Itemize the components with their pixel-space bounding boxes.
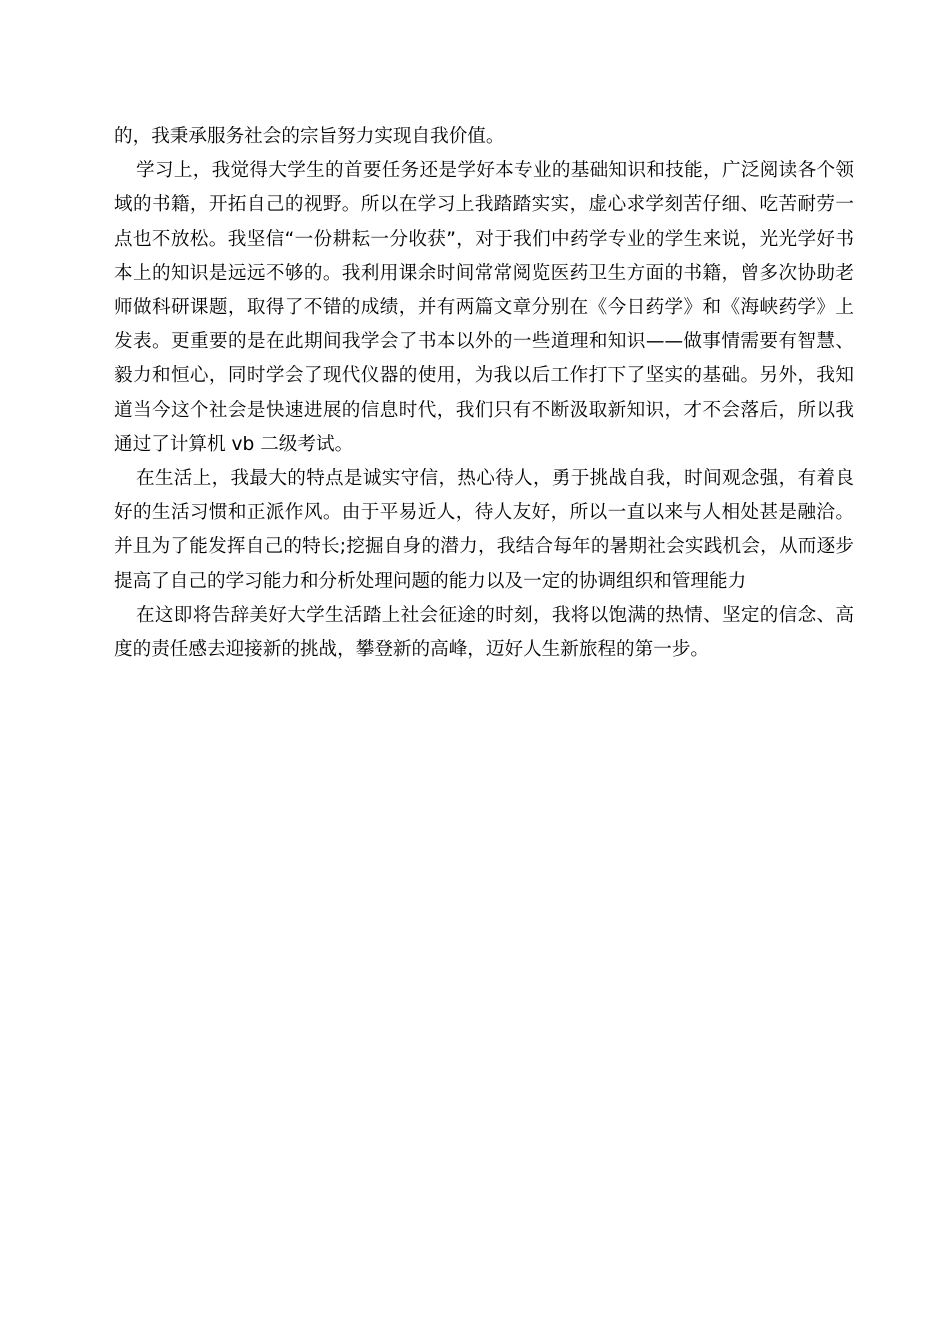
- paragraph-conclusion: 在这即将告辞美好大学生活踏上社会征途的时刻，我将以饱满的热情、坚定的信念、高度的责任感去迎接新的挑战，攀登新的高峰，迈好人生新旅程的第一步。: [114, 604, 854, 661]
- paragraph-continuation: 的，我秉承服务社会的宗旨努力实现自我价值。: [114, 126, 505, 147]
- paragraph-study: 学习上，我觉得大学生的首要任务还是学好本专业的基础知识和技能，广泛阅读各个领域的书籍，开拓自己的视野。所以在学习上我踏踏实实，虚心求学刻苦仔细、吃苦耐劳一点也不放松。我坚信“一份耕耘一分收获”，对于我们中药学专业的学生来说，光光学好书本上的知识是远远不够的。我利用课余时间常常阅览医药卫生方面的书籍，曾多次协助老师做科研课题，取得了不错的成绩，并有两篇文章分别在《今日药学》和《海峡药学》上发表。更重要的是在此期间我学会了书本以外的一些道理和知识——做事情需要有智慧、毅力和恒心，同时学会了现代仪器的使用，为我以后工作打下了坚实的基础。另外，我知道当今这个社会是快速进展的信息时代，我们只有不断汲取新知识，才不会落后，所以我通过了计算机 vb 二级考试。: [114, 160, 854, 455]
- document-body: [114, 120, 854, 667]
- paragraph-life: 在生活上，我最大的特点是诚实守信，热心待人，勇于挑战自我，时间观念强，有着良好的生活习惯和正派作风。由于平易近人，待人友好，所以一直以来与人相处甚是融洽。并且为了能发挥自己的特长;挖掘自身的潜力，我结合每年的暑期社会实践机会，从而逐步提高了自己的学习能力和分析处理问题的能力以及一定的协调组织和管理能力: [114, 468, 854, 592]
